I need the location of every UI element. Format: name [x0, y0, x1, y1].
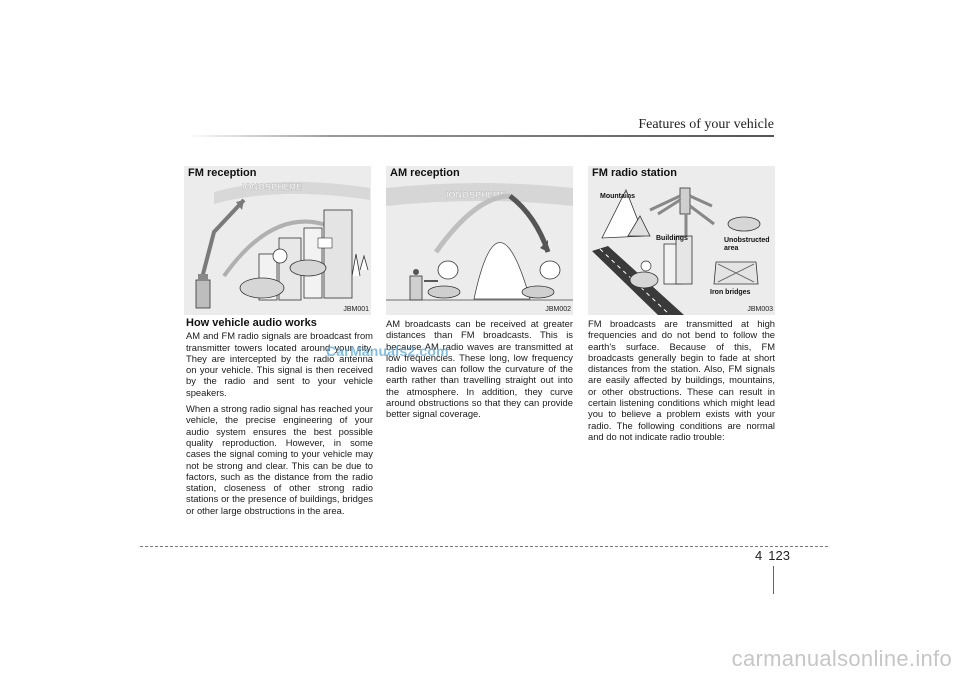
footer-watermark: carmanualsonline.info — [731, 646, 952, 671]
car-icon — [240, 278, 284, 298]
figure-title: AM reception — [390, 167, 460, 179]
transmitter-tower — [680, 188, 690, 214]
paragraph: When a strong radio signal has reached your vehicle, the precise engineering of your audio system ensures the best possible quality reproduction. However, in some cases the signal coming to your vehicle may not be strong and clear. This can be due to factors, such as the distance from the radio station, closeness of other strong radio stations or the presence of buildings, bridges or other large obstructions in the area. — [186, 403, 373, 516]
footer-vertical-rule — [773, 566, 774, 594]
figure-code: JBM002 — [545, 306, 571, 313]
car-icon — [728, 217, 760, 231]
header-rule — [186, 135, 774, 137]
page-index: 123 — [768, 548, 790, 563]
ionosphere-label: IONOSPHERE — [242, 182, 303, 192]
paragraph: AM and FM radio signals are broadcast from transmitter towers located around your city. They are intercepted by the radio antenna on your vehicle. This signal is then received by the radio and sent to your vehicle speakers. — [186, 330, 373, 398]
figure-fm-radio-station — [588, 166, 775, 315]
question-icon — [641, 261, 651, 271]
antenna-icon — [273, 249, 287, 263]
radio-icon — [318, 238, 332, 248]
am-reception-illustration — [386, 166, 573, 315]
figure-title: FM reception — [188, 167, 257, 179]
tree-icon — [352, 254, 368, 276]
am-wave-down — [510, 196, 548, 252]
ionosphere-label: IONOSPHERE — [446, 190, 507, 200]
page-number — [755, 548, 790, 563]
section-title: Features of your vehicle — [638, 117, 774, 132]
fm-reception-illustration — [184, 166, 371, 315]
car-icon — [428, 286, 460, 298]
figure-title: FM radio station — [592, 167, 677, 179]
label-buildings: Buildings — [656, 235, 688, 242]
subheading-how-audio-works: How vehicle audio works — [186, 317, 317, 329]
radio-icon — [438, 261, 458, 279]
watermark: CarManuals2.com — [326, 343, 449, 359]
paragraph: AM broadcasts can be received at greater distances than FM broadcasts. This is because AM radio waves are transmitted at low frequencies. These long, low frequency radio waves can follow the curvature of the earth rather than travelling straight out into the atmosphere. In addition, they curve around obstructions so that they can provide better signal coverage. — [386, 318, 573, 420]
footer-rule — [140, 546, 828, 547]
fm-signal-path — [202, 200, 244, 278]
column-middle — [386, 318, 573, 425]
label-unobstructed: Unobstructed — [724, 237, 770, 244]
transmitter-tower — [410, 276, 422, 300]
figure-code: JBM003 — [747, 306, 773, 313]
label-mountains: Mountains — [600, 193, 635, 200]
chapter-number: 4 — [755, 548, 763, 563]
paragraph: FM broadcasts are transmitted at high frequencies and do not bend to follow the earth's surface. Because of this, FM broadcasts generally begin to fade at short distances from the station. Also, FM signals are easily affected by buildings, mountains, or other obstructions. These can result in certain listening conditions which might lead you to believe a problem exists with your radio. The following conditions are normal and do not indicate radio trouble: — [588, 318, 775, 442]
label-area: area — [724, 245, 739, 252]
figure-am-reception — [386, 166, 573, 315]
label-iron-bridges: Iron bridges — [710, 289, 751, 296]
mountain-icon — [474, 243, 530, 300]
figure-code: JBM001 — [343, 306, 369, 313]
column-right — [588, 318, 775, 447]
fm-radio-station-illustration — [588, 166, 775, 315]
figure-fm-reception — [184, 166, 371, 315]
transmitter-tower — [196, 280, 210, 308]
